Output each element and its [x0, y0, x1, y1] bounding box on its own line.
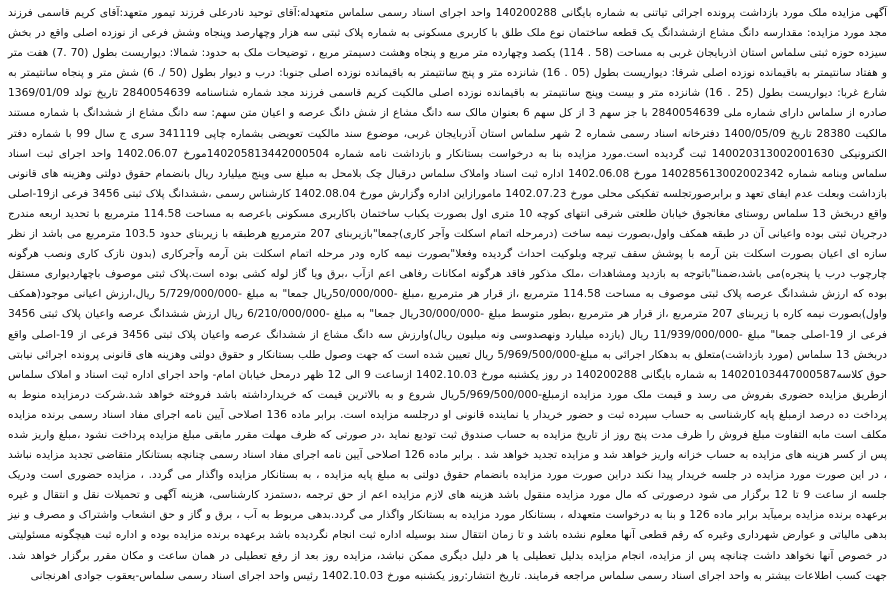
- auction-notice-text: آگهی مزایده ملک مورد بازداشت پرونده اجرائی تیاتنی به شماره بایگانی 140200288 واحد اجرای اسناد رسمی سلماس متعهدله:آقای توحید نادرعلی فرزند تیمور متعهد:آقای کریم قاسمی فرزند مجد مورد مزایده: مقدارسه دانگ مشاع ازششدانگ یک قطعه ساختمان نوع ملک طلق با کاربری مسکونی به شماره پلاک ثبتی سه هزار وچهارصد وپنجاه وشش فرعی از نوزده اصلی واقع در بخش سیزده حوزه ثبتی سلماس استان اذربایجان غربی به مساحت (58 . 114) یکصد وچهارده متر مربع و پنجاه وهشت دسیمتر مربع ، توضیحات ملک به حدود: شمالا: دیواریست بطول (70 .7) هفت متر و هفتاد سانتیمتر به باقیمانده نوزده اصلی شرقا: دیواریست بطول (05 . 16) شانزده متر و پنج سانتیمتر به باقیمانده نوزده اصلی جنوبا: درب و دیوار بطول (50 /. 6) شش متر و پنجاه سانتیمتر به شارع غربا: دیواریست بطول (25 . 16) شانزده متر و بیست وپنج سانتیمتر به باقیمانده نوزده اصلی مالکیت کریم قاسمی فرزند مجد شماره شناسنامه 2840054639 تاریخ تولد 1369/01/09 صادره از سلماس دارای شماره ملی 2840054639 با جز سهم 3 از کل سهم 6 بعنوان مالک سه دانگ مشاع از شش دانگ عرصه و اعیان متن سهم: سه دانگ مشاع از ششدانگ با شماره مستند مالکیت 28380 تاریخ 1400/05/09 دفترخانه اسناد رسمی شماره 2 شهر سلماس استان آذربایجان غربی، موضوع سند مالکیت تعویضی بشماره چاپی 341119 سری ج سال 99 با شماره دفتر الکترونیکی 140020313002001630 ثبت گردیده است.مورد مزایده بنا به درخواست بستانکار و بازداشت نامه شماره 14020581344200050‌4مورخ 1402.06.07 واحد اجرای ثبت اسناد سلماس وبنامه شماره 140285613002002342 مورخ 1402.06.08 اداره ثبت اسناد واملاک سلماس درقبال چک بلامحل به مبلغ سی وپنج میلیارد ریال بانضمام حقوق دولتی وهزینه های قانونی بازداشت وبعلت عدم ایفای تعهد و برابرصورتجلسه تفکیکی محلی مورخ 1402.07.23 مامورازاین اداره وگزارش مورخ 1402.08.04 کارشناس رسمی ،ششدانگ پلاک ثبتی 3456 فرعی از19-اصلی واقع دربخش 13 سلماس روستای مغانجوق خیابان طلعتی شرقی انتهای کوچه 10 متری اول بصورت یکباب ساختمان باکاربری مسکونی باعرصه به مساحت 114.58 مترمربع با تحدید اربعه مندرج درجریان ثبتی بوده واعیانی آن در طبقه همکف واول،بصورت نیمه ساخت (درمرحله اتمام اسکلت وآجر کاری)جمعا"بازیربنای 207 مترمربع هرطبقه با زیربنای حدود 103.5 مترمربع می باشد از نظر سازه ای اعیان بصورت اسکلت بتن آرمه با پوشش سقف تیرچه وبلوکیت احداث گردیده وفعلا"بصورت نیمه کاره ودر مرحله اتمام اسکلت بتن آرمه وآجرکاری (بدون نازک کاری ونصب هرگونه چارچوب درب یا پنجره)می باشد،ضمنا"باتوجه به بازدید ومشاهدات ،ملک مذکور فاقد هرگونه امکانات رفاهی اعم ازآب ،برق ویا گاز لوله کشی بوده است.پلاک ثبتی موصوف باچهاردیواری مستقل بوده که ارزش ششدانگ عرصه پلاک ثبتی موصوف به مساحت 114.58 مترمربع ،از قرار هر مترمربع ،مبلغ -50/000/000ریال جمعا" به مبلغ -5/729/000/000 ریال،ارزش اعیانی موجود(همکف واول)بصورت نیمه کاره با زیربنای 207 مترمربع ،از قرار هر مترمربع ،بطور متوسط مبلغ -30/000/000ریال جمعا" به مبلغ -6/210/000/000 ریال ارزش ششدانگ عرصه واعیان پلاک ثبتی 3456 فرعی از 19-اصلی جمعا" مبلغ -11/939/000/000 ریال (یازده میلیارد ونهصدوسی ونه میلیون ریال)وارزش سه دانگ مشاع از ششدانگ عرصه واعیان پلاک ثبتی 3456 فرعی از 19-اصلی واقع دربخش 13 سلماس (مورد بازداشت)متعلق به بدهکار اجرائی به مبلغ-5/969/500/000 ریال تعیین شده است که جهت وصول طلب بستانکار و حقوق دولتی وهزینه های قانونی پرونده اجرائی نیابتی حوق کلاسه140201034470005‌87 به شماره بایگانی 140200288 در روز یکشنبه مورخ 1402.10.03 ازساعت 9 الی 12 ظهر درمحل خیابان امام- واحد اجرای اداره ثبت اسناد و املاک سلماس ازطریق مزایده حضوری بفروش می رسد و قیمت ملک مورد مزایده ازمبلغ-5/969/500/000ریال شروع و به بالاترین قیمت که خریدارداشته باشد فروخته خواهد شد.شرکت درمزایده منوط به پرداخت ده درصد ازمبلغ پایه کارشناسی به حساب سپرده ثبت و حضور خریدار یا نماینده قانونی او درجلسه مزایده است. برابر ماده 136 اصلاحی آیین نامه اجرای مفاد اسناد رسمی برنده مزایده مکلف است مابه التفاوت مبلغ فروش را ظرف مدت پنج روز از تاریخ مزایده به حساب صندوق ثبت تودیع نماید ،در صورتی که ظرف مهلت مقرر مابقی مبلغ مزایده پرداخت نشود ،مبلغ واریز شده پس از کسر هزینه های مزایده به حساب خزانه واریز خواهد شد و مزایده تجدید خواهد شد . برابر ماده 126 اصلاحی آیین نامه اجرای مفاد اسناد رسمی چنانچه بستانکار متقاضی تجدید مزایده نباشد ، در این صورت مورد مزایده در جلسه خریدار پیدا نکند دراین صورت مورد مزایده بانضمام حقوق دولتی به مبلغ پایه مزایده ، به بستانکار مزایده واگذار می گردد. ، مزایده حضوری است ودریک جلسه از ساعت 9 تا 12 برگزار می شود درصورتی که مال مورد مزایده منقول باشد هزینه های لازم مزایده اعم از حق ترجمه ،دستمزد کارشناسی، هزینه آگهی و تحمیلات نقل و انتقال و غیره برعهده برنده مزایده برمیآید برابر ماده 126 و بنا به درخواست متعهدله ، بستانکار مورد مزایده به بستانکار واگذار می گردد.بدهی مربوط به آب ، برق و گاز و حق انشعاب واشتراک و مصرف و نیز بدهی مالیاتی و عوارض شهرداری وغیره که رقم قطعی آنها معلوم نشده باشد و تا زمان انتقال سند بوسیله اداره ثبت انجام نگردیده باشد برعهده برنده مزایده بوده و اداره ثبت هیچگونه مسئولیتی در خصوص آنها نخواهد داشت چنانچه پس از مزایده، انجام مزایده بدلیل تعطیلی یا هر دلیل دیگری ممکن نباشد، مزایده روز بعد از رفع تعطیلی در همان ساعت و مکان مقرر برگزار خواهد شد. جهت کسب اطلاعات بیشتر به واحد اجرای اسناد رسمی سلماس مراجعه فرمایند. تاریخ انتشار:روز یکشنبه مورخ 1402.10.03 رئیس واحد اجرای اسناد رسمی سلماس-یعقوب جوادی اهرنجانی: [8, 6, 888, 582]
